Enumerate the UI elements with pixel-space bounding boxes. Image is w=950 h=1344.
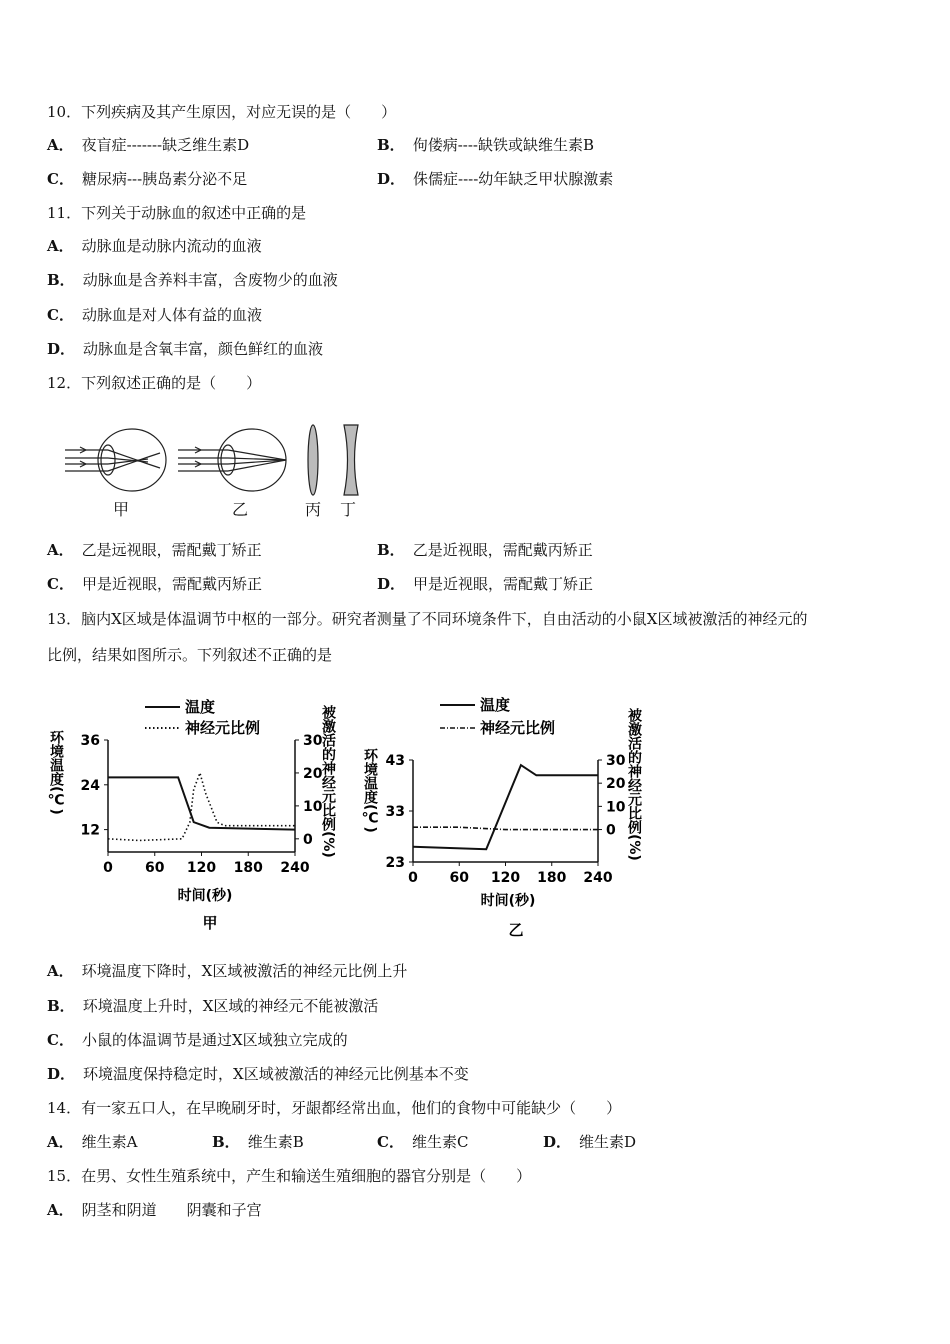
y-right-tick-label: 10	[606, 799, 626, 816]
q13-option-d: D． 环境温度保持稳定时，X区域被激活的神经元比例基本不变	[47, 1065, 469, 1083]
neuron-ratio-line	[413, 827, 598, 829]
chart-jia	[40, 690, 350, 940]
q13-option-b: B． 环境温度上升时，X区域的神经元不能被激活	[47, 997, 379, 1015]
x-tick-label: 240	[583, 870, 613, 886]
q12-option-c: C． 甲是近视眼，需配戴丙矫正	[47, 575, 262, 593]
y-right-tick-label: 20	[606, 776, 626, 793]
x-axis-label: 时间(秒)	[177, 888, 233, 904]
q10-option-c: C． 糖尿病---胰岛素分泌不足	[47, 170, 248, 188]
legend-neuron-ratio: 神经元比例	[185, 719, 261, 737]
q13-option-a: A． 环境温度下降时，X区域被激活的神经元比例上升	[47, 962, 408, 980]
right-axis-label: 被激活的神经元比例(%)	[320, 705, 336, 858]
x-tick-label: 120	[490, 870, 521, 886]
eye-jia-diagram	[65, 429, 166, 491]
y-left-tick-label: 23	[385, 855, 405, 871]
q12-option-a: A． 乙是远视眼，需配戴丁矫正	[47, 541, 262, 559]
q12-option-d: D． 甲是近视眼，需配戴丁矫正	[377, 575, 594, 593]
legend-neuron-ratio: 神经元比例	[480, 719, 556, 737]
figure-label-ding: 丁	[340, 500, 357, 519]
q14-stem: 14．有一家五口人，在早晚刷牙时，牙龈都经常出血，他们的食物中可能缺少（ ）	[47, 1099, 622, 1117]
y-right-tick-label: 30	[606, 753, 626, 769]
q14-option-b: B． 维生素B	[212, 1133, 304, 1151]
q12-stem: 12．下列叙述正确的是（ ）	[47, 374, 262, 392]
q11-option-c: C． 动脉血是对人体有益的血液	[47, 306, 262, 324]
q14-option-a: A． 维生素A	[47, 1133, 138, 1151]
eye-yi-diagram	[178, 429, 286, 491]
temperature-line	[108, 777, 295, 829]
q12-option-b: B． 乙是近视眼，需配戴丙矫正	[377, 541, 593, 559]
concave-lens-ding	[344, 425, 358, 495]
chart-yi-legend	[440, 696, 555, 737]
x-tick-label: 0	[408, 870, 418, 886]
q11-option-d: D． 动脉血是含氧丰富，颜色鲜红的血液	[47, 340, 324, 358]
q13-stem-line1: 13．脑内X区域是体温调节中枢的一部分。研究者测量了不同环境条件下，自由活动的小鼠X区域被激活的神经元的	[47, 610, 808, 628]
q11-option-b: B． 动脉血是含养料丰富，含废物少的血液	[47, 271, 338, 289]
convex-lens-bing	[308, 425, 318, 495]
y-right-tick-label: 0	[606, 822, 616, 839]
neuron-ratio-line	[108, 773, 295, 841]
right-axis-label: 被激活的神经元比例(%)	[626, 708, 642, 861]
q10-option-a: A． 夜盲症-------缺乏维生素D	[47, 136, 250, 154]
left-axis-label: 环境温度(℃)	[48, 730, 64, 815]
q15-option-a: A． 阴茎和阴道 阴囊和子宫	[47, 1201, 262, 1219]
q11-stem: 11．下列关于动脉血的叙述中正确的是	[47, 204, 307, 222]
y-left-tick-label: 12	[80, 822, 100, 839]
q10-option-d: D． 侏儒症----幼年缺乏甲状腺激素	[377, 170, 614, 188]
q10-stem: 10．下列疾病及其产生原因，对应无误的是（ ）	[47, 103, 397, 121]
q10-option-b: B． 佝偻病----缺铁或缺维生素B	[377, 136, 594, 154]
y-left-tick-label: 24	[80, 777, 100, 794]
figure-label-jia: 甲	[113, 500, 130, 519]
x-axis-label: 时间(秒)	[480, 893, 536, 909]
y-right-tick-label: 20	[303, 765, 323, 782]
legend-temperature: 温度	[185, 698, 216, 716]
figure-label-bing: 丙	[305, 500, 322, 519]
y-left-tick-label: 36	[80, 733, 100, 749]
q13-stem-line2: 比例，结果如图所示。下列叙述不正确的是	[47, 646, 333, 664]
x-tick-label: 180	[537, 870, 567, 886]
x-tick-label: 0	[103, 860, 113, 876]
chart-jia-legend	[145, 698, 260, 737]
chart-yi	[358, 690, 668, 940]
x-tick-label: 60	[449, 870, 469, 886]
eye-lens-figure	[60, 420, 380, 520]
q14-option-c: C． 维生素C	[377, 1133, 469, 1151]
legend-temperature: 温度	[480, 696, 511, 714]
y-left-tick-label: 43	[385, 753, 405, 769]
y-left-tick-label: 33	[385, 804, 405, 820]
q13-option-c: C． 小鼠的体温调节是通过X区域独立完成的	[47, 1031, 348, 1049]
left-axis-label: 环境温度(℃)	[362, 748, 378, 833]
chart-title: 乙	[508, 921, 524, 939]
q15-stem: 15．在男、女性生殖系统中，产生和输送生殖细胞的器官分别是（ ）	[47, 1167, 532, 1185]
y-right-tick-label: 10	[303, 798, 323, 815]
x-tick-label: 120	[186, 860, 217, 876]
chart-title: 甲	[202, 914, 218, 932]
q14-option-d: D． 维生素D	[543, 1133, 637, 1151]
x-tick-label: 60	[145, 860, 165, 876]
y-right-tick-label: 30	[303, 733, 323, 749]
x-tick-label: 240	[280, 860, 310, 876]
x-tick-label: 180	[233, 860, 263, 876]
y-right-tick-label: 0	[303, 831, 313, 848]
temperature-line	[413, 765, 598, 849]
figure-label-yi: 乙	[232, 500, 249, 519]
q11-option-a: A． 动脉血是动脉内流动的血液	[47, 237, 262, 255]
